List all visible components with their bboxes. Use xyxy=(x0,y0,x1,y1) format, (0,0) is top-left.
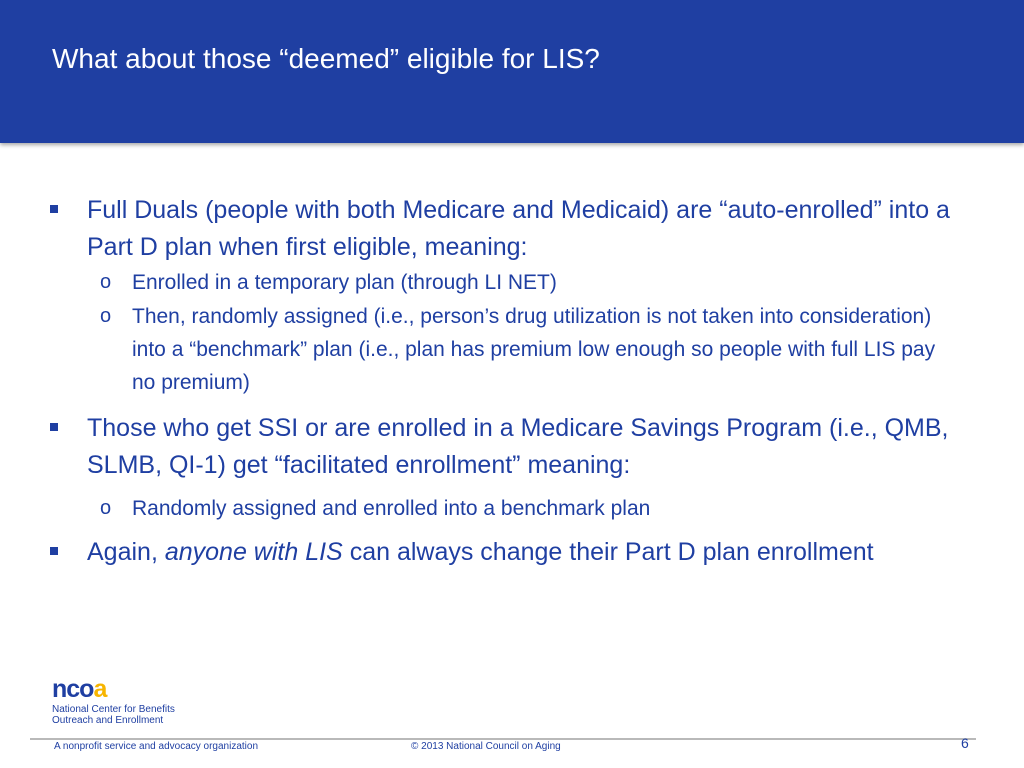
ncoa-logo xyxy=(52,675,212,728)
square-bullet-icon xyxy=(50,423,58,431)
page-number: 6 xyxy=(961,735,969,751)
sub-bullet-text: Then, randomly assigned (i.e., person’s drug utilization is not taken into consideration) into a “benchmark” plan (i.e., plan has premium low enough so people with full LIS pay no premium) xyxy=(132,305,936,394)
square-bullet-icon xyxy=(50,205,58,213)
circle-bullet-icon: o xyxy=(100,305,112,327)
sub-bullet-text: Enrolled in a temporary plan (through LI NET) xyxy=(132,271,557,294)
slide-title: What about those “deemed” eligible for LIS? xyxy=(52,43,600,74)
footer-copyright: © 2013 National Council on Aging xyxy=(411,741,561,752)
sub-bullet-text: Randomly assigned and enrolled into a benchmark plan xyxy=(132,497,651,520)
ncoa-wordmark xyxy=(52,675,107,703)
logo-wordmark-text: ncoa xyxy=(52,675,107,703)
circle-bullet-icon: o xyxy=(100,497,112,519)
bullet-text: Full Duals (people with both Medicare and Medicaid) are “auto-enrolled” into a Part D plan when first eligible, meaning: xyxy=(87,196,950,261)
logo-line-1: National Center for Benefits xyxy=(52,704,175,715)
title-bar xyxy=(0,0,1024,143)
circle-bullet-icon: o xyxy=(100,271,112,293)
bullet-text-lead: Again, xyxy=(87,538,165,566)
bullet-text-tail: can always change their Part D plan enrollment xyxy=(342,538,874,566)
bullet-text-emphasis: anyone with LIS xyxy=(164,538,343,566)
square-bullet-icon xyxy=(50,547,58,555)
bullet-text: Those who get SSI or are enrolled in a Medicare Savings Program (i.e., QMB, SLMB, QI-1) get “facilitated enrollment” meaning: xyxy=(87,414,949,479)
footer-tagline: A nonprofit service and advocacy organization xyxy=(54,741,259,752)
bullet-text xyxy=(87,534,967,571)
logo-line-2: Outreach and Enrollment xyxy=(52,715,164,726)
